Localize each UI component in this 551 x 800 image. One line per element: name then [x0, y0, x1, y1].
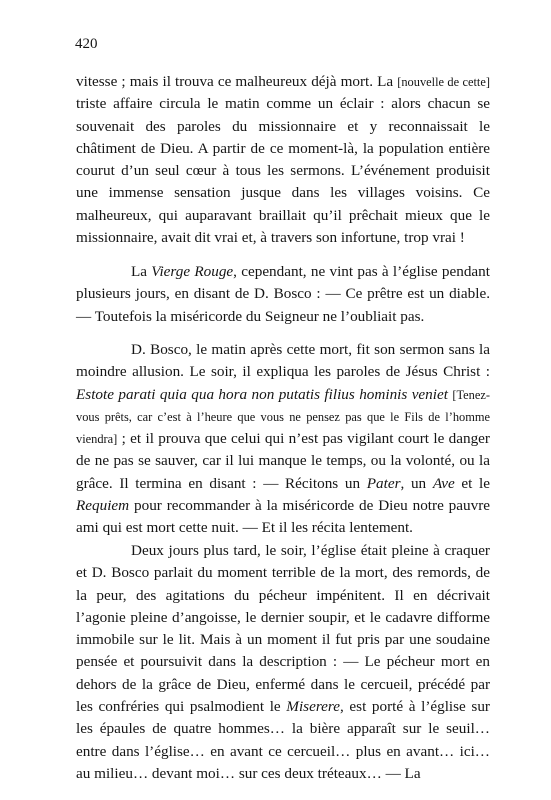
- text-run: vitesse ; mais il trouva ce malheureux déjà mort. La: [76, 73, 398, 90]
- paragraph-1-text: [76, 71, 490, 249]
- italic-run: Miserere: [286, 698, 340, 716]
- text-run: La: [131, 263, 152, 280]
- paragraph-4-text: [76, 540, 490, 785]
- paragraph-3-text: [76, 339, 490, 540]
- text-run: D. Bosco, le matin après cette mort, fit son sermon sans la moindre allusion. Le soir, il expliqua les paroles de Jésus Christ :: [76, 341, 490, 381]
- page-number: 420: [75, 36, 98, 52]
- text-run: Deux jours plus tard, le soir, l’église était pleine à craquer et D. Bosco parlait du moment terrible de la mort, des remords, de la peur, des agitations du pécheur impénitent. Il en décrivait l’agonie pleine d’angoisse, le dernier soupir, et le cadavre difforme immobile sur le lit. Mais à un moment il fut pris par une soudaine pensée et poursuivit dans la description : — Le pécheur mort en dehors de la grâce de Dieu, enfermé dans le cercueil, précédé par les confréries qui psalmodient le: [76, 542, 490, 716]
- paragraph-4: [76, 540, 490, 785]
- italic-run: Ave: [432, 474, 455, 492]
- paragraph-2: [76, 261, 490, 328]
- text-run: pour recommander à la miséricorde de Dieu notre pauvre ami qui est mort cette nuit. — Et il les récita lentement.: [76, 497, 490, 537]
- paragraph-2-text: [76, 261, 490, 328]
- italic-run: Pater: [366, 474, 401, 492]
- text-run: , est porté à l’église sur les épaules de quatre hommes… la bière apparaît sur le seuil… entre dans l’église… en avant ce cercueil… plus en avant… ici… au milieu… devant moi… sur ces deux tréteaux… — La: [76, 698, 490, 782]
- bracket-note: [Tenez-vous prêts, car c’est à l’heure que vous ne pensez pas que le Fils de l’homme viendra]: [76, 387, 490, 447]
- text-run: ; et il prouva que celui qui n’est pas vigilant court le danger de ne pas se sauver, car il lui manque le temps, ou la volonté, ou la grâce. Il termina en disant : — Récitons un: [76, 430, 490, 492]
- text-run: et le: [454, 474, 490, 492]
- text-run: , un: [400, 474, 433, 492]
- paragraph-3: [76, 339, 490, 540]
- bracket-note: [nouvelle de cette]: [397, 75, 490, 89]
- italic-run: Requiem: [76, 497, 130, 515]
- text-run: triste affaire circula le matin comme un éclair : alors chacun se souvenait des paroles du missionnaire et y reconnaissait le châtiment de Dieu. A partir de ce moment-là, la population entière courut d’un seul cœur à tous les sermons. L’événement produisit une immense sensation jusque dans les villages voisins. Ce malheureux, qui auparavant braillait qu’il prêchait mieux que le missionnaire, avait dit vrai et, à travers son infortune, trop vrai !: [76, 95, 490, 247]
- italic-run: Vierge Rouge: [151, 263, 234, 280]
- italic-run: Estote parati quia qua hora non putatis filius hominis veniet: [76, 385, 448, 403]
- paragraph-1: [76, 71, 490, 249]
- text-run: , cependant, ne vint pas à l’église pendant plusieurs jours, en disant de D. Bosco : — Ce prêtre est un diable. — Toutefois la miséricorde du Seigneur ne l’oubliait pas.: [76, 263, 490, 325]
